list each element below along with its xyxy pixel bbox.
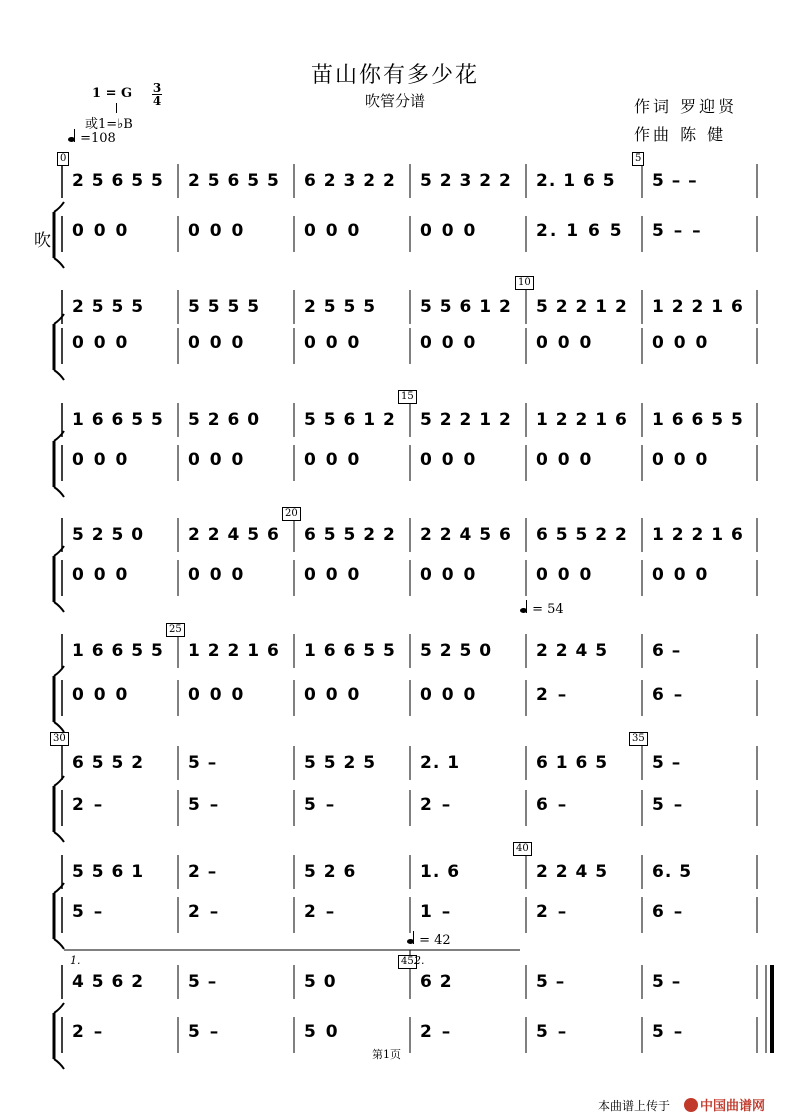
bottom-measure-notes: 0 0 0: [72, 450, 130, 470]
top-measure-notes: 2 5 6 5 5: [72, 171, 164, 191]
top-measure-notes: 2 5 5 5: [72, 297, 145, 317]
site-brand[interactable]: [684, 1095, 765, 1114]
tempo-change-value: = 54: [532, 602, 564, 617]
volta-first: 1.: [70, 954, 81, 967]
bottom-measure-notes: 0 0 0: [72, 685, 130, 705]
bottom-measure-notes: 0 0 0: [536, 565, 594, 585]
bottom-measure-notes: 0 0 0: [188, 565, 246, 585]
tempo-change-value: = 42: [419, 933, 451, 948]
top-measure-notes: 5 – –: [652, 171, 698, 191]
bottom-measure-notes: 2 –: [420, 795, 453, 815]
top-measure-notes: 5 –: [188, 972, 218, 992]
bracket-hook: [54, 258, 64, 268]
top-measure-notes: 1 6 6 5 5: [304, 641, 396, 661]
site-logo-icon: [684, 1098, 698, 1112]
top-measure-notes: 1 2 2 1 6: [652, 297, 744, 317]
top-measure-notes: 5 2 2 1 2: [536, 297, 628, 317]
bracket-hook: [54, 487, 64, 497]
score-subtitle: 吹管分谱: [364, 92, 425, 110]
bottom-measure-notes: 5 – –: [652, 221, 703, 241]
top-measure-notes: 1 6 6 5 5: [652, 410, 744, 430]
page-label: 第1页: [372, 1048, 401, 1061]
bottom-measure-notes: 0 0 0: [536, 333, 594, 353]
measure-number: 10: [515, 276, 534, 290]
top-measure-notes: 6 1 6 5: [536, 753, 609, 773]
top-measure-notes: 5 5 6 1 2: [304, 410, 396, 430]
bottom-measure-notes: 5 –: [188, 1022, 221, 1042]
bottom-measure-notes: 2. 1 6 5: [536, 221, 624, 241]
bottom-measure-notes: 0 0 0: [72, 221, 130, 241]
top-measure-notes: 5 –: [188, 753, 218, 773]
top-measure-notes: 5 5 2 5: [304, 753, 377, 773]
top-measure-notes: 6 2 3 2 2: [304, 171, 396, 191]
bottom-measure-notes: 0 0 0: [72, 333, 130, 353]
bottom-measure-notes: 0 0 0: [652, 450, 710, 470]
bottom-measure-notes: 0 0 0: [72, 565, 130, 585]
tempo-value: =108: [80, 131, 116, 146]
measure-number: 25: [166, 623, 185, 637]
top-measure-notes: 4 5 6 2: [72, 972, 145, 992]
top-measure-notes: 5 2 2 1 2: [420, 410, 512, 430]
measure-number: 20: [282, 507, 301, 521]
top-measure-notes: 2 5 5 5: [304, 297, 377, 317]
bottom-measure-notes: 5 0: [304, 1022, 340, 1042]
measure-number: 45: [398, 955, 417, 969]
bracket-hook: [54, 832, 64, 842]
top-measure-notes: 2 2 4 5: [536, 862, 609, 882]
bottom-measure-notes: 2 –: [72, 795, 105, 815]
top-measure-notes: 5 2 5 0: [420, 641, 493, 661]
bottom-measure-notes: 0 0 0: [304, 565, 362, 585]
top-measure-notes: 6 –: [652, 641, 682, 661]
measure-number: 0: [57, 152, 69, 166]
bottom-measure-notes: 5 –: [188, 795, 221, 815]
measure-number: 35: [629, 732, 648, 746]
bracket-hook: [54, 370, 64, 380]
bottom-measure-notes: 5 –: [652, 795, 685, 815]
bottom-measure-notes: 0 0 0: [420, 565, 478, 585]
measure-number: 5: [632, 152, 644, 166]
bottom-measure-notes: 2 –: [536, 685, 569, 705]
top-measure-notes: 1 6 6 5 5: [72, 641, 164, 661]
bottom-measure-notes: 6 –: [652, 685, 685, 705]
measure-number: 15: [398, 390, 417, 404]
bottom-measure-notes: 0 0 0: [652, 333, 710, 353]
top-measure-notes: 5 –: [536, 972, 566, 992]
top-measure-notes: 5 2 6 0: [188, 410, 261, 430]
top-measure-notes: 1 2 2 1 6: [652, 525, 744, 545]
measure-number: 30: [50, 732, 69, 746]
volta-second: 2.: [414, 954, 425, 967]
bottom-measure-notes: 2 –: [304, 902, 337, 922]
tempo-change: [520, 598, 564, 617]
top-measure-notes: 5 –: [652, 972, 682, 992]
top-measure-notes: 2. 1: [420, 753, 461, 773]
bottom-measure-notes: 0 0 0: [420, 221, 478, 241]
top-measure-notes: 2 5 6 5 5: [188, 171, 280, 191]
bottom-measure-notes: 2 –: [420, 1022, 453, 1042]
bottom-measure-notes: 0 0 0: [188, 685, 246, 705]
top-measure-notes: 2 2 4 5: [536, 641, 609, 661]
bracket-hook: [54, 1059, 64, 1069]
alt-key: 或1=♭B: [85, 117, 133, 132]
bottom-measure-notes: 0 0 0: [304, 685, 362, 705]
top-measure-notes: 5 2 5 0: [72, 525, 145, 545]
top-measure-notes: 6 2: [420, 972, 453, 992]
bottom-measure-notes: 0 0 0: [652, 565, 710, 585]
bottom-measure-notes: 0 0 0: [188, 221, 246, 241]
bottom-measure-notes: 0 0 0: [304, 221, 362, 241]
top-measure-notes: 5 0: [304, 972, 337, 992]
top-measure-notes: 5 2 3 2 2: [420, 171, 512, 191]
bottom-measure-notes: 0 0 0: [420, 685, 478, 705]
bottom-measure-notes: 6 –: [536, 795, 569, 815]
time-signature-bottom: 4: [152, 94, 162, 108]
bottom-measure-notes: 0 0 0: [188, 333, 246, 353]
top-measure-notes: 5 2 6: [304, 862, 357, 882]
tempo-change: [407, 929, 451, 948]
bottom-measure-notes: 0 0 0: [420, 333, 478, 353]
bottom-measure-notes: 0 0 0: [304, 333, 362, 353]
bottom-measure-notes: 0 0 0: [188, 450, 246, 470]
top-measure-notes: 5 5 6 1: [72, 862, 145, 882]
top-measure-notes: 1. 6: [420, 862, 461, 882]
voice-label: 吹: [34, 231, 51, 251]
site-name[interactable]: 中国曲谱网: [700, 1099, 766, 1114]
top-measure-notes: 5 5 6 1 2: [420, 297, 512, 317]
bottom-measure-notes: 2 –: [188, 902, 221, 922]
bottom-measure-notes: 5 –: [72, 902, 105, 922]
top-measure-notes: 6 5 5 2: [72, 753, 145, 773]
top-measure-notes: 5 5 5 5: [188, 297, 261, 317]
top-measure-notes: 5 –: [652, 753, 682, 773]
top-measure-notes: 2 2 4 5 6: [420, 525, 512, 545]
top-measure-notes: 2. 1 6 5: [536, 171, 616, 191]
top-measure-notes: 6. 5: [652, 862, 693, 882]
bottom-measure-notes: 5 –: [304, 795, 337, 815]
bottom-measure-notes: 6 –: [652, 902, 685, 922]
bottom-measure-notes: 0 0 0: [420, 450, 478, 470]
upload-note: 本曲谱上传于: [598, 1099, 671, 1113]
top-measure-notes: 2 –: [188, 862, 218, 882]
bottom-measure-notes: 2 –: [72, 1022, 105, 1042]
bottom-measure-notes: 2 –: [536, 902, 569, 922]
score-title: 苗山你有多少花: [310, 63, 479, 88]
top-measure-notes: 6 5 5 2 2: [304, 525, 396, 545]
bottom-measure-notes: 1 –: [420, 902, 453, 922]
bottom-measure-notes: 5 –: [536, 1022, 569, 1042]
time-signature-top: 3: [152, 81, 162, 95]
top-measure-notes: 2 2 4 5 6: [188, 525, 280, 545]
lyricist-credit: 作词 罗迎贤: [634, 97, 738, 116]
top-measure-notes: 1 2 2 1 6: [536, 410, 628, 430]
bottom-measure-notes: 5 –: [652, 1022, 685, 1042]
bracket-hook: [54, 202, 64, 212]
bracket-hook: [54, 722, 64, 732]
top-measure-notes: 1 6 6 5 5: [72, 410, 164, 430]
bottom-measure-notes: 0 0 0: [536, 450, 594, 470]
top-measure-notes: 6 5 5 2 2: [536, 525, 628, 545]
composer-credit: 作曲 陈 健: [634, 125, 727, 144]
bottom-measure-notes: 0 0 0: [304, 450, 362, 470]
bracket-hook: [54, 939, 64, 949]
top-measure-notes: 1 2 2 1 6: [188, 641, 280, 661]
bracket-hook: [54, 602, 64, 612]
measure-number: 40: [513, 842, 532, 856]
bracket-hook: [54, 1003, 64, 1013]
key-signature: 1 = G: [92, 86, 133, 101]
